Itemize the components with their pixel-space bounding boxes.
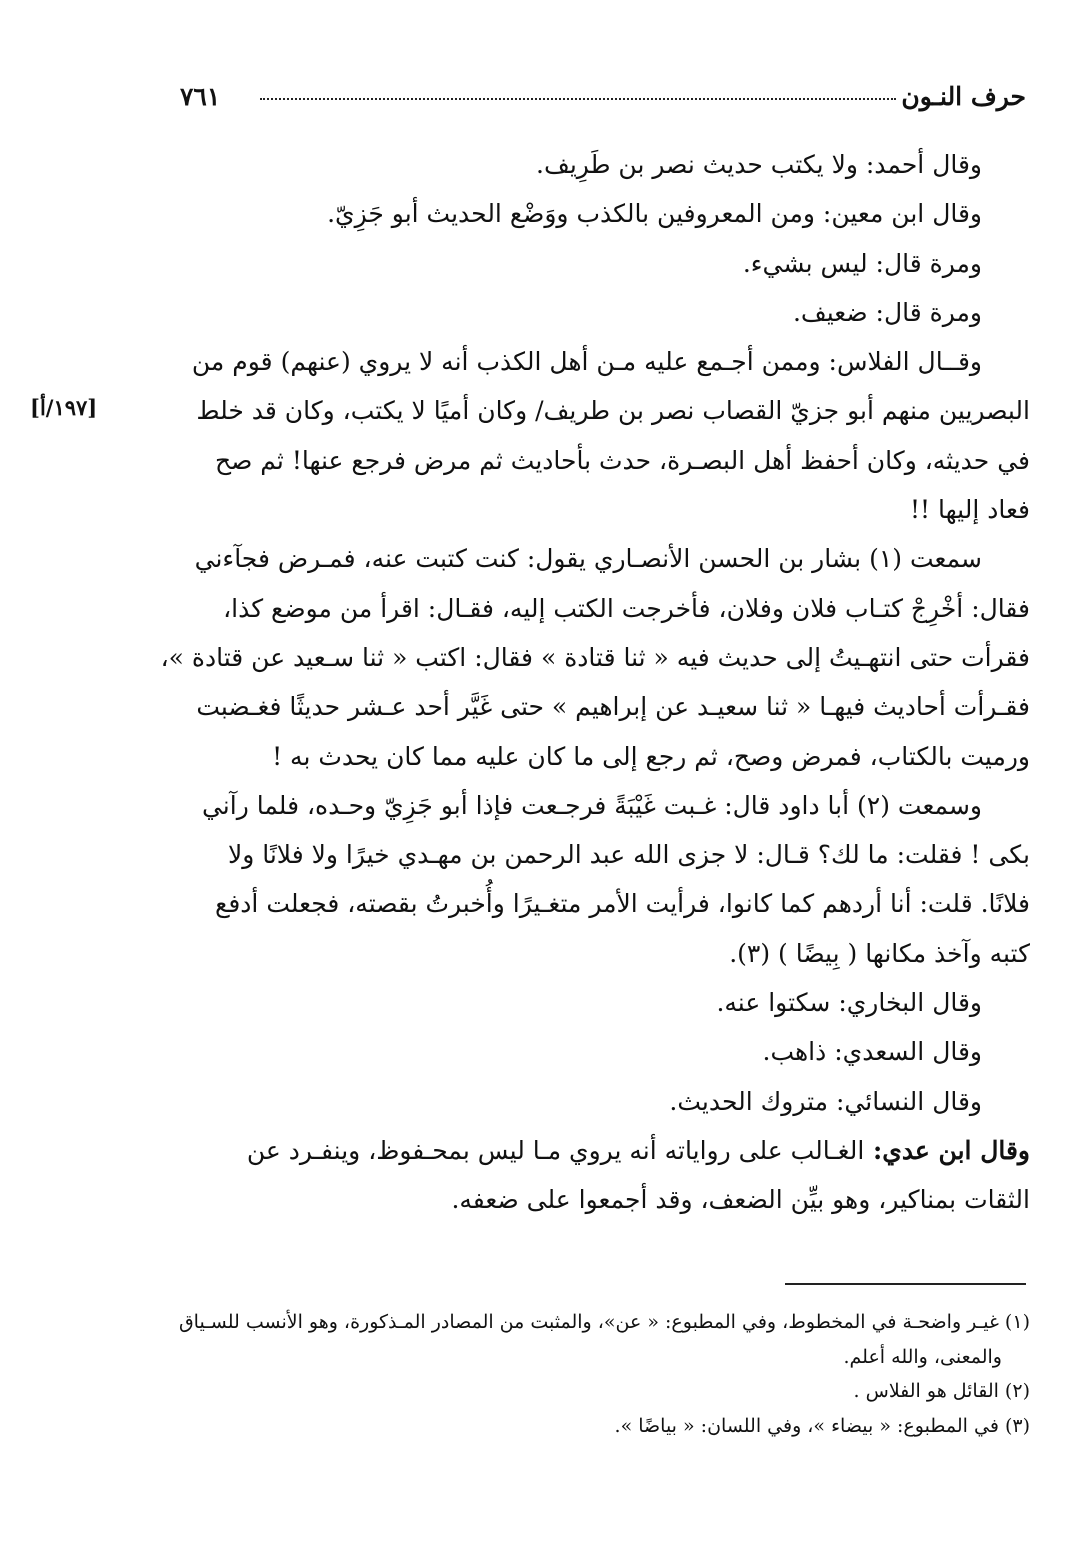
text-line: بكى ! فقلت: ما لك؟ قـال: لا جزى الله عبد الرحمن بن مهـدي خيرًا ولا فلانًا ولا — [227, 840, 1030, 870]
text-line: وقال ابن معين: ومن المعروفين بالكذب ووَضْع الحديث أبو جَزِيّ. — [327, 199, 982, 229]
text-line: سمعت (١) بشار بن الحسن الأنصـاري يقول: كنت كتبت عنه، فمـرض فجآءني — [194, 544, 982, 574]
text-line: ومرة قال: ليس بشيء. — [742, 248, 982, 278]
footnote-2: (٢) القائل هو الفلاس . — [853, 1380, 1030, 1402]
footnotes — [130, 1305, 1030, 1443]
bold-lead-in: وقال ابن عدي: — [864, 1135, 1030, 1165]
text-line — [140, 1126, 1030, 1175]
text-line: وقال النسائي: متروك الحديث. — [669, 1086, 982, 1116]
text-line: فعاد إليها !! — [910, 495, 1030, 525]
text-line: ومرة قال: ضعيف. — [792, 297, 982, 327]
text-line: كتبه وآخذ مكانها ( بِيضًا ) (٣). — [729, 938, 1030, 968]
footnote-separator — [785, 1283, 1026, 1285]
main-text — [140, 140, 1030, 1225]
footnote-1: (١) غيـر واضحـة في المخطوط، وفي المطبوع: « عن»، والمثبت من المصادر المـذكورة، وهو الأنسب للسـياق — [178, 1311, 1030, 1333]
text-line: فقرأت حتى انتهـيتُ إلى حديث فيه « ثنا قتادة » فقال: اكتب « ثنا سـعيد عن قتادة »، — [160, 642, 1030, 672]
text-line: فقـرأت أحاديث فيهـا « ثنا سعيـد عن إبراهيم » حتى غَيَّر أحد عـشر حديثًا فغـضبت — [196, 692, 1030, 722]
footnote-3: (٣) في المطبوع: « بيضاء »، وفي اللسان: « بياضًا ». — [614, 1414, 1030, 1437]
text-line: وقــال الفلاس: وممن أجـمع عليه مـن أهل الكذب أنه لا يروي (عنهم) قوم من — [191, 347, 982, 377]
page-number: ٧٦١ — [180, 82, 221, 111]
header-rule — [260, 98, 896, 100]
text-line: وقال السعدي: ذاهب. — [762, 1037, 982, 1067]
text-line: وقال البخاري: سكتوا عنه. — [716, 988, 982, 1018]
text-line: وقال أحمد: ولا يكتب حديث نصر بن طَرِيف. — [536, 150, 982, 179]
text-line: الثقات بمناكير، وهو بيِّن الضعف، وقد أجمعوا على ضعفه. — [451, 1185, 1030, 1215]
footnote-1-continuation: والمعنى، والله أعلم. — [843, 1345, 1002, 1368]
page-header — [180, 78, 1026, 118]
margin-folio-note: [١٩٧/أ] — [30, 395, 98, 420]
text-line: فلانًا. قلت: أنا أردهم كما كانوا، فرأيت الأمر متغـيرًا وأُخبرتُ بقصته، فجعلت أدفع — [215, 889, 1030, 919]
text-line: وسمعت (٢) أبا داود قال: غـبت غَيْبَةً فرجـعت فإذا أبو جَزِيّ وحـده، فلما رآني — [201, 790, 982, 820]
text-line: ورميت بالكتاب، فمرض وصح، ثم رجع إلى ما كان عليه مما كان يحدث به ! — [272, 741, 1030, 771]
text-run: الغـالب على رواياته أنه يروي مـا ليس بمحـفوظ، وينفـرد عن — [246, 1135, 865, 1165]
text-line: فقال: أخْرِجْ كتـاب فلان وفلان، فأخرجت الكتب إليه، فقـال: اقرأ من موضع كذا، — [223, 593, 1030, 623]
running-title: حرف النـون — [901, 82, 1026, 111]
text-line: في حديثه، وكان أحفظ أهل البصـرة، حدث بأحاديث ثم مرض فرجع عنها! ثم صح — [214, 445, 1030, 475]
text-line: البصريين منهم أبو جزيّ القصاب نصر بن طريف/ وكان أميًا لا يكتب، وكان قد خلط — [196, 396, 1030, 426]
